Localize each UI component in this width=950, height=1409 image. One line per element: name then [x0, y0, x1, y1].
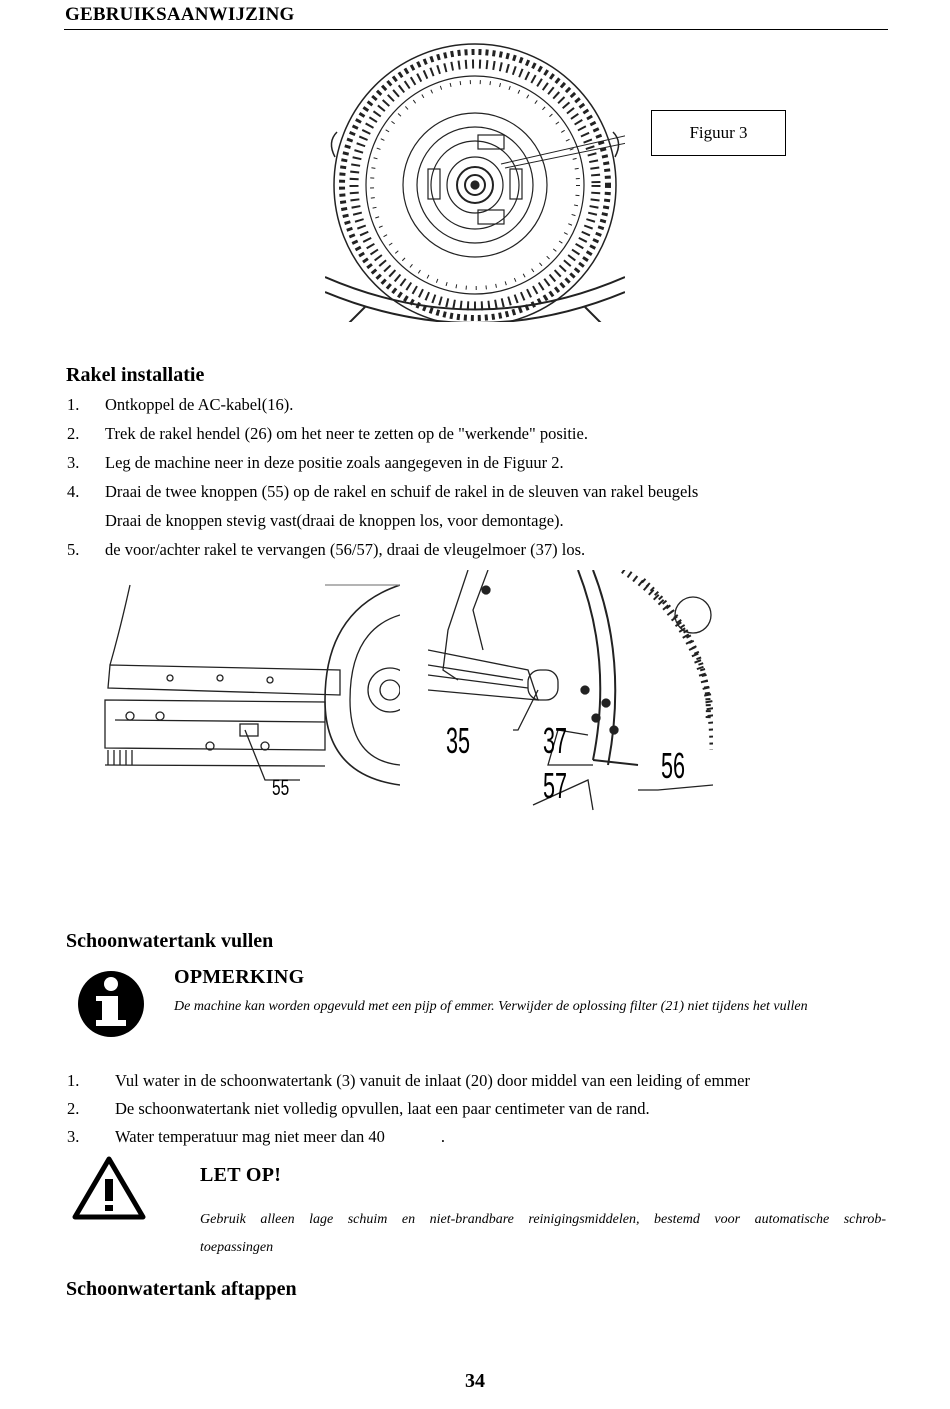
list-item — [67, 390, 887, 419]
rakel-steps-list — [67, 390, 887, 564]
list-item-suffix: . — [440, 1127, 446, 1146]
list-item-text: Water temperatuur mag niet meer dan 40 — [115, 1127, 385, 1146]
warning-icon — [72, 1155, 146, 1221]
list-item — [67, 1095, 887, 1123]
list-item-number: 4. — [67, 482, 80, 501]
brush-plate-figure — [325, 42, 625, 324]
list-item-number: 2. — [67, 424, 80, 443]
list-item-text: Ontkoppel de AC-kabel(16). — [105, 395, 294, 414]
list-item-text: De schoonwatertank niet volledig opvullen, laat een paar centimeter van de rand. — [115, 1099, 650, 1118]
section-title-aftappen: Schoonwatertank aftappen — [66, 1278, 297, 1300]
list-item-text: Trek de rakel hendel (26) om het neer te zetten op de "werkende" positie. — [105, 424, 588, 443]
list-item — [67, 419, 887, 448]
warning-body: Gebruik alleen lage schuim en niet-brandbare reinigingsmiddelen, bestemd voor automatische schrob-toepassingen — [200, 1212, 886, 1255]
list-item-text: Draai de knoppen stevig vast(draai de knoppen los, voor demontage). — [105, 511, 564, 530]
list-item-text: Draai de twee knoppen (55) op de rakel en schuif de rakel in de sleuven van rakel beugels — [105, 482, 699, 501]
list-item-number: 3. — [67, 1127, 80, 1146]
list-item-text: Leg de machine neer in deze positie zoals aangegeven in de Figuur 2. — [105, 453, 564, 472]
callout-37: 37 — [543, 720, 568, 761]
list-item-number: 1. — [67, 395, 80, 414]
list-item — [67, 1123, 887, 1151]
list-item — [67, 506, 887, 535]
list-item-number: 2. — [67, 1099, 80, 1118]
list-item — [67, 1067, 887, 1095]
document-header: GEBRUIKSAANWIJZING — [65, 4, 295, 25]
list-item-number: 5. — [67, 540, 80, 559]
figure-3-label: Figuur 3 — [651, 110, 786, 156]
page-number: 34 — [465, 1370, 485, 1392]
note-title: OPMERKING — [174, 966, 305, 988]
list-item-text: Vul water in de schoonwatertank (3) vanuit de inlaat (20) door middel van een leiding of emmer — [115, 1071, 750, 1090]
list-item-text: de voor/achter rakel te vervangen (56/57), draai de vleugelmoer (37) los. — [105, 540, 586, 559]
list-item-number: 1. — [67, 1071, 80, 1090]
vullen-steps-list — [67, 1067, 887, 1151]
callout-57: 57 — [543, 765, 568, 806]
callout-56: 56 — [661, 745, 686, 786]
section-title-vullen: Schoonwatertank vullen — [66, 930, 274, 952]
note-body: De machine kan worden opgevuld met een pijp of emmer. Verwijder de oplossing filter (21) niet tijdens het vullen — [174, 999, 808, 1014]
header-divider — [64, 29, 888, 30]
squeegee-knob-figure — [100, 570, 400, 815]
callout-55: 55 — [272, 775, 290, 800]
list-item — [67, 535, 887, 564]
callout-35: 35 — [446, 720, 471, 761]
info-icon — [76, 969, 146, 1039]
warning-title: LET OP! — [200, 1164, 282, 1186]
list-item — [67, 448, 887, 477]
list-item — [67, 477, 887, 506]
list-item-number: 3. — [67, 453, 80, 472]
section-title-rakel: Rakel installatie — [66, 364, 205, 386]
